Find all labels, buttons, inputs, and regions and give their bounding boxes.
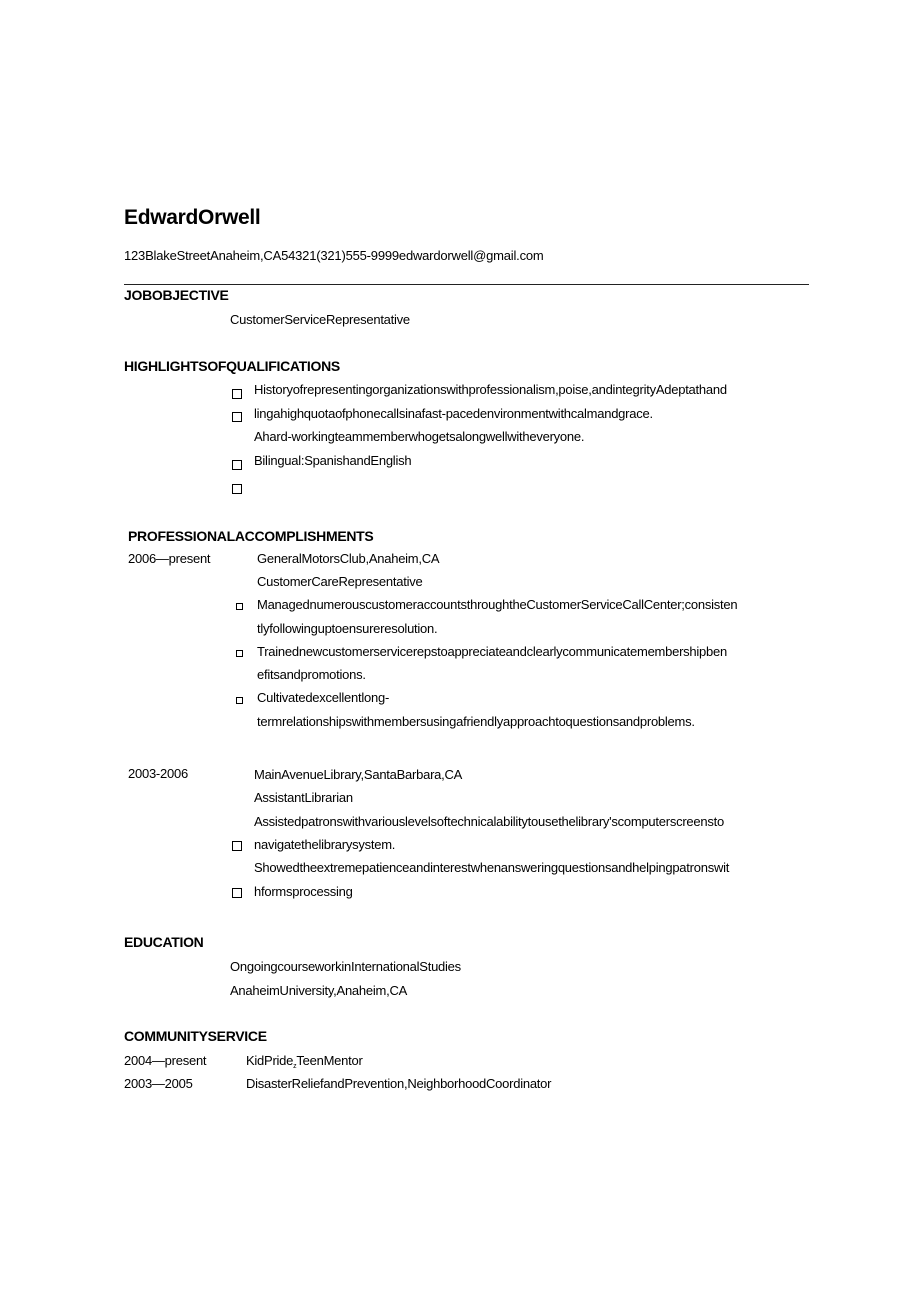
community-dates: 2003—2005 — [124, 1076, 193, 1091]
checkbox-icon — [232, 484, 242, 494]
job2-line: Assistedpatronswithvariouslevelsoftechnicalabilitytousethelibrary'scomputerscreensto — [254, 814, 724, 829]
job1-dates: 2006—present — [128, 551, 211, 566]
objective-heading: JOBOBJECTIVE — [124, 287, 229, 303]
job1-employer: GeneralMotorsClub,Anaheim,CA — [257, 551, 440, 566]
job2-line: Showedtheextremepatienceandinterestwhenansweringquestionsandhelpingpatronswit — [254, 860, 730, 875]
checkbox-icon — [232, 412, 242, 422]
job1-line: Trainednewcustomerservicerepstoappreciateandclearlycommunicatemembershipben — [257, 644, 727, 659]
bullet-icon — [236, 697, 243, 704]
resume-name: EdwardOrwell — [124, 206, 261, 229]
job2-title: AssistantLibrarian — [254, 790, 353, 805]
header-divider — [124, 284, 809, 285]
objective-text: CustomerServiceRepresentative — [230, 312, 410, 327]
contact-line: 123BlakeStreetAnaheim,CA54321(321)555-9999edwardorwell@gmail.com — [124, 248, 544, 263]
education-line: AnaheimUniversity,Anaheim,CA — [230, 983, 407, 998]
education-heading: EDUCATION — [124, 934, 204, 950]
job2-employer: MainAvenueLibrary,SantaBarbara,CA — [254, 767, 463, 782]
job1-line: efitsandpromotions. — [257, 667, 366, 682]
checkbox-icon — [232, 841, 242, 851]
community-heading: COMMUNITYSERVICE — [124, 1028, 267, 1044]
community-entry: DisasterReliefandPrevention,NeighborhoodCoordinator — [246, 1076, 552, 1091]
checkbox-icon — [232, 460, 242, 470]
community-dates: 2004—present — [124, 1053, 207, 1068]
job2-line: navigatethelibrarysystem. — [254, 837, 396, 852]
checkbox-icon — [232, 389, 242, 399]
job2-dates: 2003-2006 — [128, 766, 188, 781]
bullet-icon — [236, 650, 243, 657]
highlights-heading: HIGHLIGHTSOFQUALIFICATIONS — [124, 358, 340, 374]
highlight-line: Historyofrepresentingorganizationswithprofessionalism,poise,andintegrityAdeptathand — [254, 382, 727, 397]
job1-line: tlyfollowinguptoensureresolution. — [257, 621, 438, 636]
job2-line: hformsprocessing — [254, 884, 353, 899]
job1-line: Cultivatedexcellentlong- — [257, 690, 390, 705]
community-subscript: z — [293, 1063, 297, 1070]
highlight-line: lingahighquotaofphonecallsinafast-pacedenvironmentwithcalmandgrace. — [254, 406, 653, 421]
bullet-icon — [236, 603, 243, 610]
job1-title: CustomerCareRepresentative — [257, 574, 423, 589]
highlight-line: Bilingual:SpanishandEnglish — [254, 453, 412, 468]
checkbox-icon — [232, 888, 242, 898]
community-org: KidPride — [246, 1053, 294, 1068]
community-role: TeenMentor — [296, 1053, 363, 1068]
job1-line: termrelationshipswithmembersusingafriendlyapproachtoquestionsandproblems. — [257, 714, 695, 729]
job1-line: ManagednumerouscustomeraccountsthroughtheCustomerServiceCallCenter;consisten — [257, 597, 738, 612]
education-line: OngoingcourseworkinInternationalStudies — [230, 959, 461, 974]
accomplishments-heading: PROFESSIONALACCOMPLISHMENTS — [128, 528, 374, 544]
community-entry — [246, 1053, 363, 1070]
highlight-line: Ahard-workingteammemberwhogetsalongwellwitheveryone. — [254, 429, 585, 444]
